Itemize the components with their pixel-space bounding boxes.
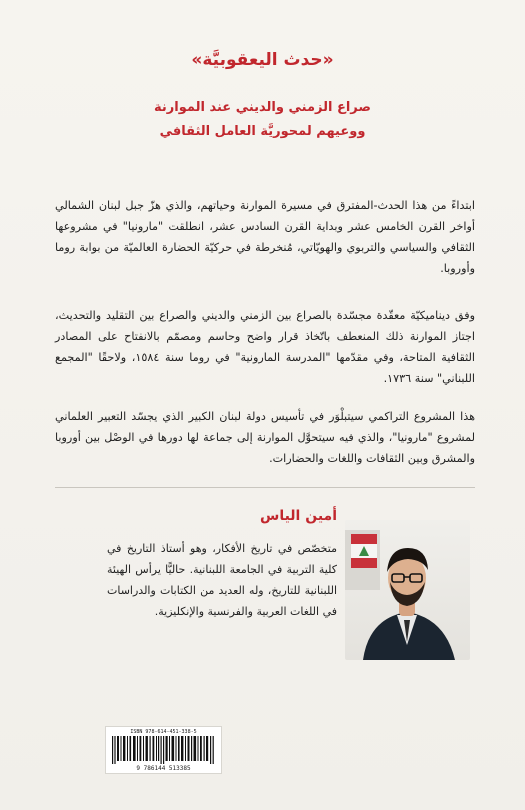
subtitle-line-1: صراع الزمني والديني عند الموارنة (154, 100, 371, 115)
isbn-label: ISBN 978-614-451-338-5 (130, 729, 197, 735)
isbn-digits: 9 786144 513385 (136, 765, 191, 772)
section-divider (55, 487, 475, 488)
isbn-barcode (105, 726, 222, 774)
blurb-paragraph-3: هذا المشروع التراكمي سيتبلْوَر في تأسيس دولة لبنان الكبير الذي يجسّد التعبير العلماني لمشروع "مارونيا"، والذي فيه سيتحوَّل الموارنة إلى جماعة لها دورها في الوصْل بين أوروبا والمشرق وبين الثقافات واللغات والحضارات. (55, 410, 475, 466)
barcode-icon (112, 736, 215, 764)
blurb-paragraph-2: وفق ديناميكيّة معقّدة مجسّدة بالصراع بين الزمني والديني والصراع بين التقليد والتحديث، اجتاز الموارنة ذلك المنعطف باتّخاذ قرار واضح وحاسم ومصمّم بالانفتاح على المصادر الثقافية المتاحة، وفي مقدّمها "المدرسة المارونية" في روما سنة ١٥٨٤، ولاحقًا "المجمع اللبناني" سنة ١٧٣٦. (55, 309, 475, 386)
book-subtitle (40, 96, 485, 144)
subtitle-line-2: ووعيهم لمحوريَّة العامل الثقافي (159, 124, 366, 139)
author-bio: متخصّص في تاريخ الأفكار، وهو أستاذ التاريخ في كلية التربية في الجامعة اللبنانية. حاليًّا يرأس الهيئة اللبنانية للتاريخ، وله العديد من الكتابات والدراسات في اللغات العربية والفرنسية والإنكليزية. (107, 542, 337, 618)
author-portrait-image (345, 520, 470, 660)
author-name: أمين الياس (260, 508, 337, 524)
blurb-paragraph-1: ابتداءً من هذا الحدث-المفترق في مسيرة الموارنة وحياتهم، والذي هزّ جبل لبنان الشمالي أواخر القرن الخامس عشر وبداية القرن السادس عشر، انطلقت "مارونيا" في مشروعها الثقافي والسياسي والتربوي والهويّاتي، مُنخرطة في حركيّة الحضارة العالميّة من بوابة روما وأوروبا. (55, 199, 475, 276)
book-title: «حدث اليعقوبيَّة» (191, 50, 334, 70)
author-photo (345, 520, 470, 660)
